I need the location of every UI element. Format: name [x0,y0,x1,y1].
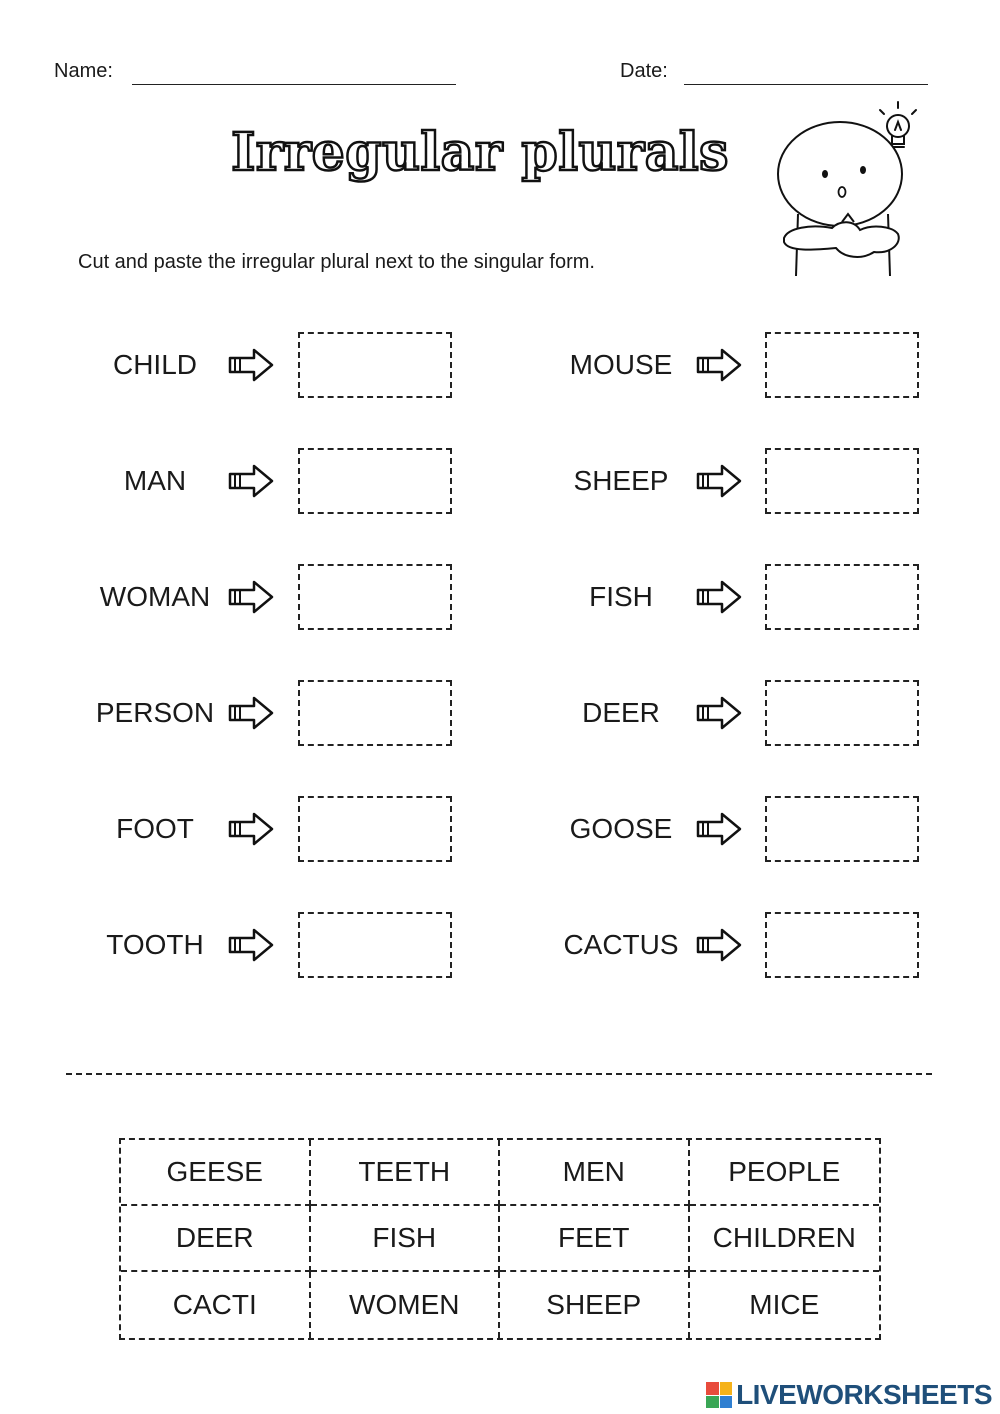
right-arrow-icon [694,695,744,731]
paste-box[interactable] [298,332,452,398]
right-arrow-icon [226,695,276,731]
paste-box[interactable] [298,912,452,978]
singular-word: FISH [589,581,653,612]
match-row [90,796,460,862]
singular-word: MOUSE [569,349,673,380]
singular-word: CACTUS [563,929,679,960]
word-card[interactable]: MICE [749,1289,820,1320]
word-card[interactable]: FISH [311,1206,501,1272]
paste-box[interactable] [298,448,452,514]
paste-box[interactable] [298,796,452,862]
singular-word: MAN [123,465,187,496]
match-row [556,912,926,978]
paste-box[interactable] [765,680,919,746]
paste-box[interactable] [765,332,919,398]
thinking-character-icon [770,96,930,281]
singular-word: FOOT [116,813,194,844]
singular-word: TOOTH [106,929,204,960]
singular-word: SHEEP [573,465,669,496]
match-row [90,448,460,514]
word-card[interactable]: FEET [500,1206,690,1272]
paste-box[interactable] [765,564,919,630]
word-card[interactable]: DEER [121,1206,311,1272]
word-card[interactable]: WOMEN [311,1272,501,1338]
brand-watermark [706,1380,992,1410]
right-arrow-icon [226,347,276,383]
match-row [556,680,926,746]
page-title: Irregular plurals [231,122,729,183]
match-row [90,912,460,978]
right-arrow-icon [226,927,276,963]
name-label: Name: [54,60,113,82]
paste-box[interactable] [765,448,919,514]
word-card[interactable]: SHEEP [500,1272,690,1338]
match-row [556,564,926,630]
instructions-text: Cut and paste the irregular plural next to the singular form. [78,251,595,273]
right-arrow-icon [694,811,744,847]
match-row [90,332,460,398]
match-row [90,564,460,630]
right-arrow-icon [694,579,744,615]
right-arrow-icon [694,927,744,963]
word-card[interactable]: GEESE [121,1140,311,1206]
match-row [556,796,926,862]
singular-word: PERSON [95,697,215,728]
name-line[interactable] [132,84,456,85]
singular-word: GOOSE [569,813,673,844]
right-arrow-icon [226,463,276,499]
brand-text: LIVEWORKSHEETS [736,1379,992,1410]
word-card[interactable]: CACTI [121,1272,311,1338]
word-card[interactable]: MEN [500,1140,690,1206]
singular-word: DEER [582,697,660,728]
paste-box[interactable] [298,680,452,746]
liveworksheets-logo-icon [706,1382,732,1408]
match-row [90,680,460,746]
word-card[interactable]: PEOPLE [690,1140,880,1206]
cut-line [66,1073,932,1075]
right-arrow-icon [226,579,276,615]
date-line[interactable] [684,84,928,85]
paste-box[interactable] [765,912,919,978]
paste-box[interactable] [298,564,452,630]
singular-word: WOMAN [99,581,211,612]
right-arrow-icon [694,463,744,499]
singular-word: CHILD [112,349,197,380]
match-row [556,448,926,514]
date-label: Date: [620,60,668,82]
word-bank [119,1138,881,1340]
match-row [556,332,926,398]
word-card[interactable]: TEETH [311,1140,501,1206]
right-arrow-icon [226,811,276,847]
right-arrow-icon [694,347,744,383]
word-card[interactable]: CHILDREN [690,1206,880,1272]
paste-box[interactable] [765,796,919,862]
